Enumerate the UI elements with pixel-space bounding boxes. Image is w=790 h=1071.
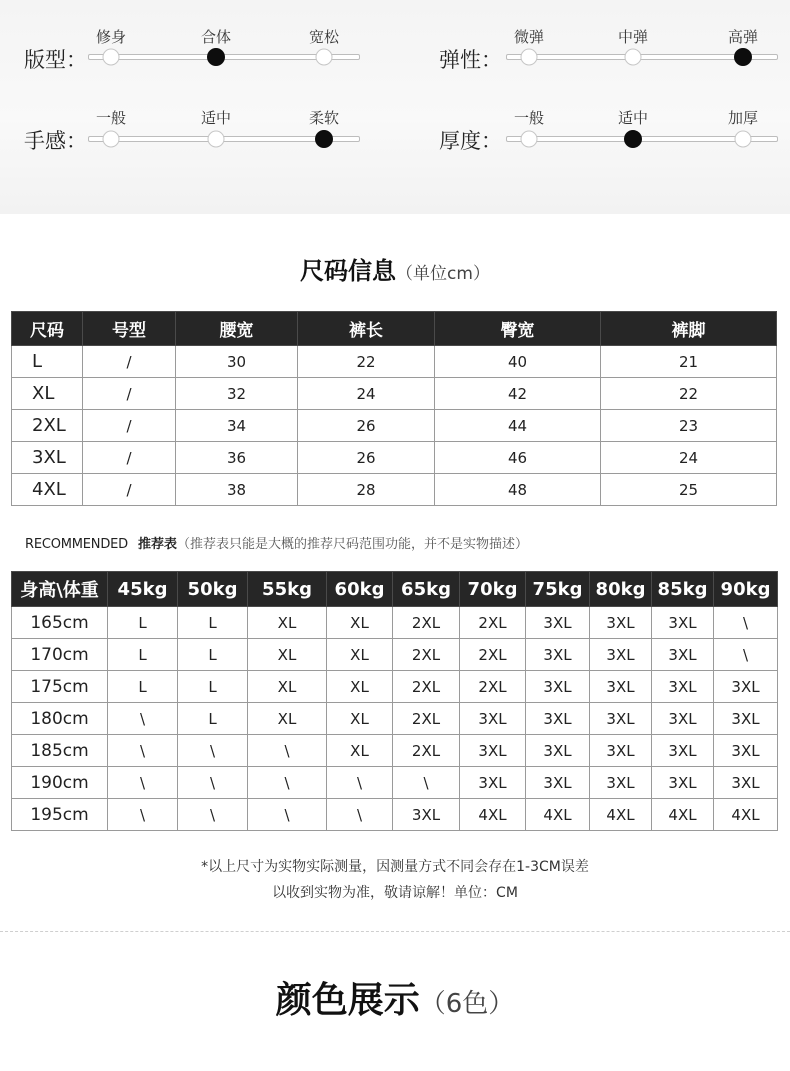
footnote-line-1: *以上尺寸为实物实际测量，因测量方式不同会存在1-3CM误差 xyxy=(201,859,589,875)
recommended-header-cell: 身高\体重 xyxy=(12,572,108,607)
size-table-row xyxy=(12,346,777,378)
recommended-table-cell: 3XL xyxy=(652,703,714,735)
size-info-unit: （单位cm） xyxy=(396,264,490,284)
recommended-table-cell: \ xyxy=(714,607,778,639)
recommended-table-cell: \ xyxy=(714,639,778,671)
recommended-table-cell: 180cm xyxy=(12,703,108,735)
size-table-row xyxy=(12,442,777,474)
recommended-table-cell: L xyxy=(108,607,178,639)
recommended-header-cell: 90kg xyxy=(714,572,778,607)
recommended-table-cell: XL xyxy=(327,703,393,735)
recommended-header-cell: 65kg xyxy=(393,572,460,607)
recommended-table-cell: \ xyxy=(248,767,327,799)
size-table-cell: 48 xyxy=(435,474,601,506)
recommended-table-cell: \ xyxy=(178,799,248,831)
attribute-option-label: 加厚 xyxy=(727,109,759,127)
attribute-dot xyxy=(103,49,120,66)
size-table-cell: 3XL xyxy=(12,442,83,474)
recommended-table-header xyxy=(12,572,778,607)
size-table-cell: / xyxy=(83,346,176,378)
size-table-cell: 28 xyxy=(298,474,435,506)
size-table-row xyxy=(12,378,777,410)
attribute-option-label: 一般 xyxy=(513,109,545,127)
attribute-dot xyxy=(521,49,538,66)
attribute-label: 弹性： xyxy=(439,48,502,72)
recommended-table-cell: L xyxy=(178,671,248,703)
size-table-cell: L xyxy=(12,346,83,378)
size-table-cell: / xyxy=(83,442,176,474)
size-header-cell: 臀宽 xyxy=(435,312,601,346)
recommended-table-cell: 170cm xyxy=(12,639,108,671)
size-header-cell: 腰宽 xyxy=(176,312,298,346)
size-table-cell: 34 xyxy=(176,410,298,442)
recommended-table-cell: 3XL xyxy=(590,671,652,703)
attribute-dot-selected xyxy=(207,48,225,66)
recommended-table-cell: 195cm xyxy=(12,799,108,831)
recommended-table-cell: 190cm xyxy=(12,767,108,799)
recommended-table-row xyxy=(12,735,778,767)
size-table-body xyxy=(12,346,777,506)
attribute-option-label: 高弹 xyxy=(727,28,759,46)
recommended-table-row xyxy=(12,799,778,831)
attribute-label: 厚度： xyxy=(439,129,502,153)
attribute-dot-selected xyxy=(734,48,752,66)
recommended-table-cell: 3XL xyxy=(393,799,460,831)
recommended-table-cell: \ xyxy=(178,735,248,767)
size-header-cell: 尺码 xyxy=(12,312,83,346)
size-table-cell: / xyxy=(83,410,176,442)
recommended-table-cell: 3XL xyxy=(714,671,778,703)
size-table-cell: 22 xyxy=(298,346,435,378)
recommended-table-cell: 3XL xyxy=(526,607,590,639)
recommended-table-cell: 3XL xyxy=(590,607,652,639)
recommended-table-cell: L xyxy=(108,671,178,703)
recommended-table-cell: 2XL xyxy=(393,735,460,767)
size-table-cell: 25 xyxy=(601,474,777,506)
recommended-table-cell: 4XL xyxy=(652,799,714,831)
recommended-table-cell: 3XL xyxy=(460,735,526,767)
attribute-option-label: 合体 xyxy=(200,28,232,46)
size-table-cell: / xyxy=(83,378,176,410)
recommended-header-cell: 50kg xyxy=(178,572,248,607)
size-table-header xyxy=(12,312,777,346)
recommended-table-row xyxy=(12,703,778,735)
size-table-cell: 2XL xyxy=(12,410,83,442)
recommended-table-body xyxy=(12,607,778,831)
attribute-option-label: 适中 xyxy=(200,109,232,127)
recommended-table-cell: \ xyxy=(248,735,327,767)
size-table-cell: 44 xyxy=(435,410,601,442)
recommended-table-cell: XL xyxy=(248,639,327,671)
color-section-title xyxy=(0,972,790,1023)
recommended-header-cell: 85kg xyxy=(652,572,714,607)
recommended-table-cell: XL xyxy=(327,607,393,639)
size-header-cell: 裤长 xyxy=(298,312,435,346)
size-table-cell: / xyxy=(83,474,176,506)
recommended-table-cell: 2XL xyxy=(393,607,460,639)
recommended-table-cell: \ xyxy=(393,767,460,799)
recommended-header-cell: 45kg xyxy=(108,572,178,607)
recommended-table-row xyxy=(12,639,778,671)
size-table-row xyxy=(12,410,777,442)
size-table-cell: 26 xyxy=(298,410,435,442)
recommended-table-cell: 3XL xyxy=(460,703,526,735)
recommended-table-cell: 3XL xyxy=(526,767,590,799)
recommended-table-cell: 3XL xyxy=(714,735,778,767)
recommended-header-cell: 70kg xyxy=(460,572,526,607)
size-table-cell: 4XL xyxy=(12,474,83,506)
recommended-table-cell: 3XL xyxy=(460,767,526,799)
size-table-cell: 42 xyxy=(435,378,601,410)
size-table-cell: 38 xyxy=(176,474,298,506)
recommended-table-cell: \ xyxy=(327,799,393,831)
size-table-cell: 23 xyxy=(601,410,777,442)
recommended-table-cell: L xyxy=(178,639,248,671)
size-table-row xyxy=(12,474,777,506)
recommended-table-cell: XL xyxy=(248,703,327,735)
attribute-dot xyxy=(103,131,120,148)
size-info-title xyxy=(0,251,790,286)
recommended-table-cell: \ xyxy=(108,767,178,799)
recommended-table-cell: 4XL xyxy=(714,799,778,831)
size-table-cell: 46 xyxy=(435,442,601,474)
recommended-table-cell: 2XL xyxy=(393,639,460,671)
recommended-label-cn: 推荐表 xyxy=(137,537,177,552)
size-header-cell: 裤脚 xyxy=(601,312,777,346)
size-table-cell: 21 xyxy=(601,346,777,378)
recommended-table-cell: 3XL xyxy=(652,735,714,767)
size-table-cell: 40 xyxy=(435,346,601,378)
recommended-header-cell: 75kg xyxy=(526,572,590,607)
recommended-table xyxy=(11,571,778,831)
attribute-dot xyxy=(208,131,225,148)
recommended-table-cell: 185cm xyxy=(12,735,108,767)
recommended-table-cell: 4XL xyxy=(460,799,526,831)
recommended-table-cell: 3XL xyxy=(714,767,778,799)
size-table xyxy=(11,311,777,506)
attribute-dot xyxy=(735,131,752,148)
recommended-table-cell: 165cm xyxy=(12,607,108,639)
recommended-header-cell: 55kg xyxy=(248,572,327,607)
attribute-dot-selected xyxy=(315,130,333,148)
attribute-option-label: 一般 xyxy=(95,109,127,127)
recommended-header-cell: 60kg xyxy=(327,572,393,607)
size-table-cell: 36 xyxy=(176,442,298,474)
recommended-table-cell: 3XL xyxy=(526,703,590,735)
recommended-table-cell: L xyxy=(108,639,178,671)
attribute-option-label: 宽松 xyxy=(308,28,340,46)
recommended-table-cell: 2XL xyxy=(393,671,460,703)
recommended-table-cell: \ xyxy=(108,703,178,735)
size-table-cell: 32 xyxy=(176,378,298,410)
recommended-table-row xyxy=(12,607,778,639)
recommended-table-cell: 3XL xyxy=(590,735,652,767)
footnote-line-2: 以收到实物为准，敬请谅解！单位：CM xyxy=(272,885,518,901)
attribute-option-label: 柔软 xyxy=(308,109,340,127)
recommended-table-cell: 3XL xyxy=(652,607,714,639)
attribute-option-label: 适中 xyxy=(617,109,649,127)
attribute-dot-selected xyxy=(624,130,642,148)
recommended-table-cell: 2XL xyxy=(460,607,526,639)
recommended-table-cell: \ xyxy=(108,799,178,831)
recommended-table-cell: 3XL xyxy=(590,639,652,671)
size-info-heading: 尺码信息 xyxy=(300,257,397,285)
recommended-table-cell: XL xyxy=(248,607,327,639)
recommended-table-cell: 3XL xyxy=(652,671,714,703)
size-table-cell: 26 xyxy=(298,442,435,474)
recommended-table-cell: 3XL xyxy=(526,735,590,767)
size-table-cell: 24 xyxy=(298,378,435,410)
recommended-table-cell: \ xyxy=(108,735,178,767)
recommended-table-cell: XL xyxy=(327,671,393,703)
attribute-label: 版型： xyxy=(24,48,87,72)
recommended-table-cell: 175cm xyxy=(12,671,108,703)
recommended-table-cell: 3XL xyxy=(590,703,652,735)
recommended-table-cell: 2XL xyxy=(460,639,526,671)
recommended-header-cell: 80kg xyxy=(590,572,652,607)
attribute-option-label: 中弹 xyxy=(617,28,649,46)
recommended-table-row xyxy=(12,767,778,799)
recommended-table-cell: 3XL xyxy=(714,703,778,735)
recommended-table-cell: L xyxy=(178,703,248,735)
recommended-heading xyxy=(25,533,528,552)
size-table-cell: 22 xyxy=(601,378,777,410)
recommended-table-cell: 2XL xyxy=(460,671,526,703)
recommended-table-cell: \ xyxy=(178,767,248,799)
attribute-panel xyxy=(0,0,790,214)
attribute-dot xyxy=(625,49,642,66)
recommended-table-cell: 3XL xyxy=(526,639,590,671)
recommended-label-en: RECOMMENDED xyxy=(25,537,128,552)
recommended-table-cell: \ xyxy=(327,767,393,799)
color-section-count: （6色） xyxy=(419,989,515,1019)
recommended-table-cell: L xyxy=(178,607,248,639)
recommended-table-cell: 3XL xyxy=(590,767,652,799)
recommended-table-cell: 4XL xyxy=(590,799,652,831)
section-divider xyxy=(0,931,790,932)
color-section-heading: 颜色展示 xyxy=(275,980,420,1021)
size-table-cell: 30 xyxy=(176,346,298,378)
recommended-table-cell: XL xyxy=(248,671,327,703)
recommended-table-cell: \ xyxy=(248,799,327,831)
attribute-label: 手感： xyxy=(24,129,87,153)
size-table-cell: 24 xyxy=(601,442,777,474)
recommended-table-cell: 4XL xyxy=(526,799,590,831)
recommended-note: （推荐表只能是大概的推荐尺码范围功能，并不是实物描述） xyxy=(176,537,528,552)
attribute-dot xyxy=(316,49,333,66)
attribute-dot xyxy=(521,131,538,148)
recommended-table-cell: XL xyxy=(327,735,393,767)
recommended-table-cell: 3XL xyxy=(652,767,714,799)
recommended-table-row xyxy=(12,671,778,703)
recommended-table-cell: 3XL xyxy=(526,671,590,703)
recommended-table-cell: 3XL xyxy=(652,639,714,671)
recommended-table-cell: XL xyxy=(327,639,393,671)
attribute-option-label: 修身 xyxy=(95,28,127,46)
recommended-table-cell: 2XL xyxy=(393,703,460,735)
attribute-option-label: 微弹 xyxy=(513,28,545,46)
size-header-cell: 号型 xyxy=(83,312,176,346)
size-table-cell: XL xyxy=(12,378,83,410)
